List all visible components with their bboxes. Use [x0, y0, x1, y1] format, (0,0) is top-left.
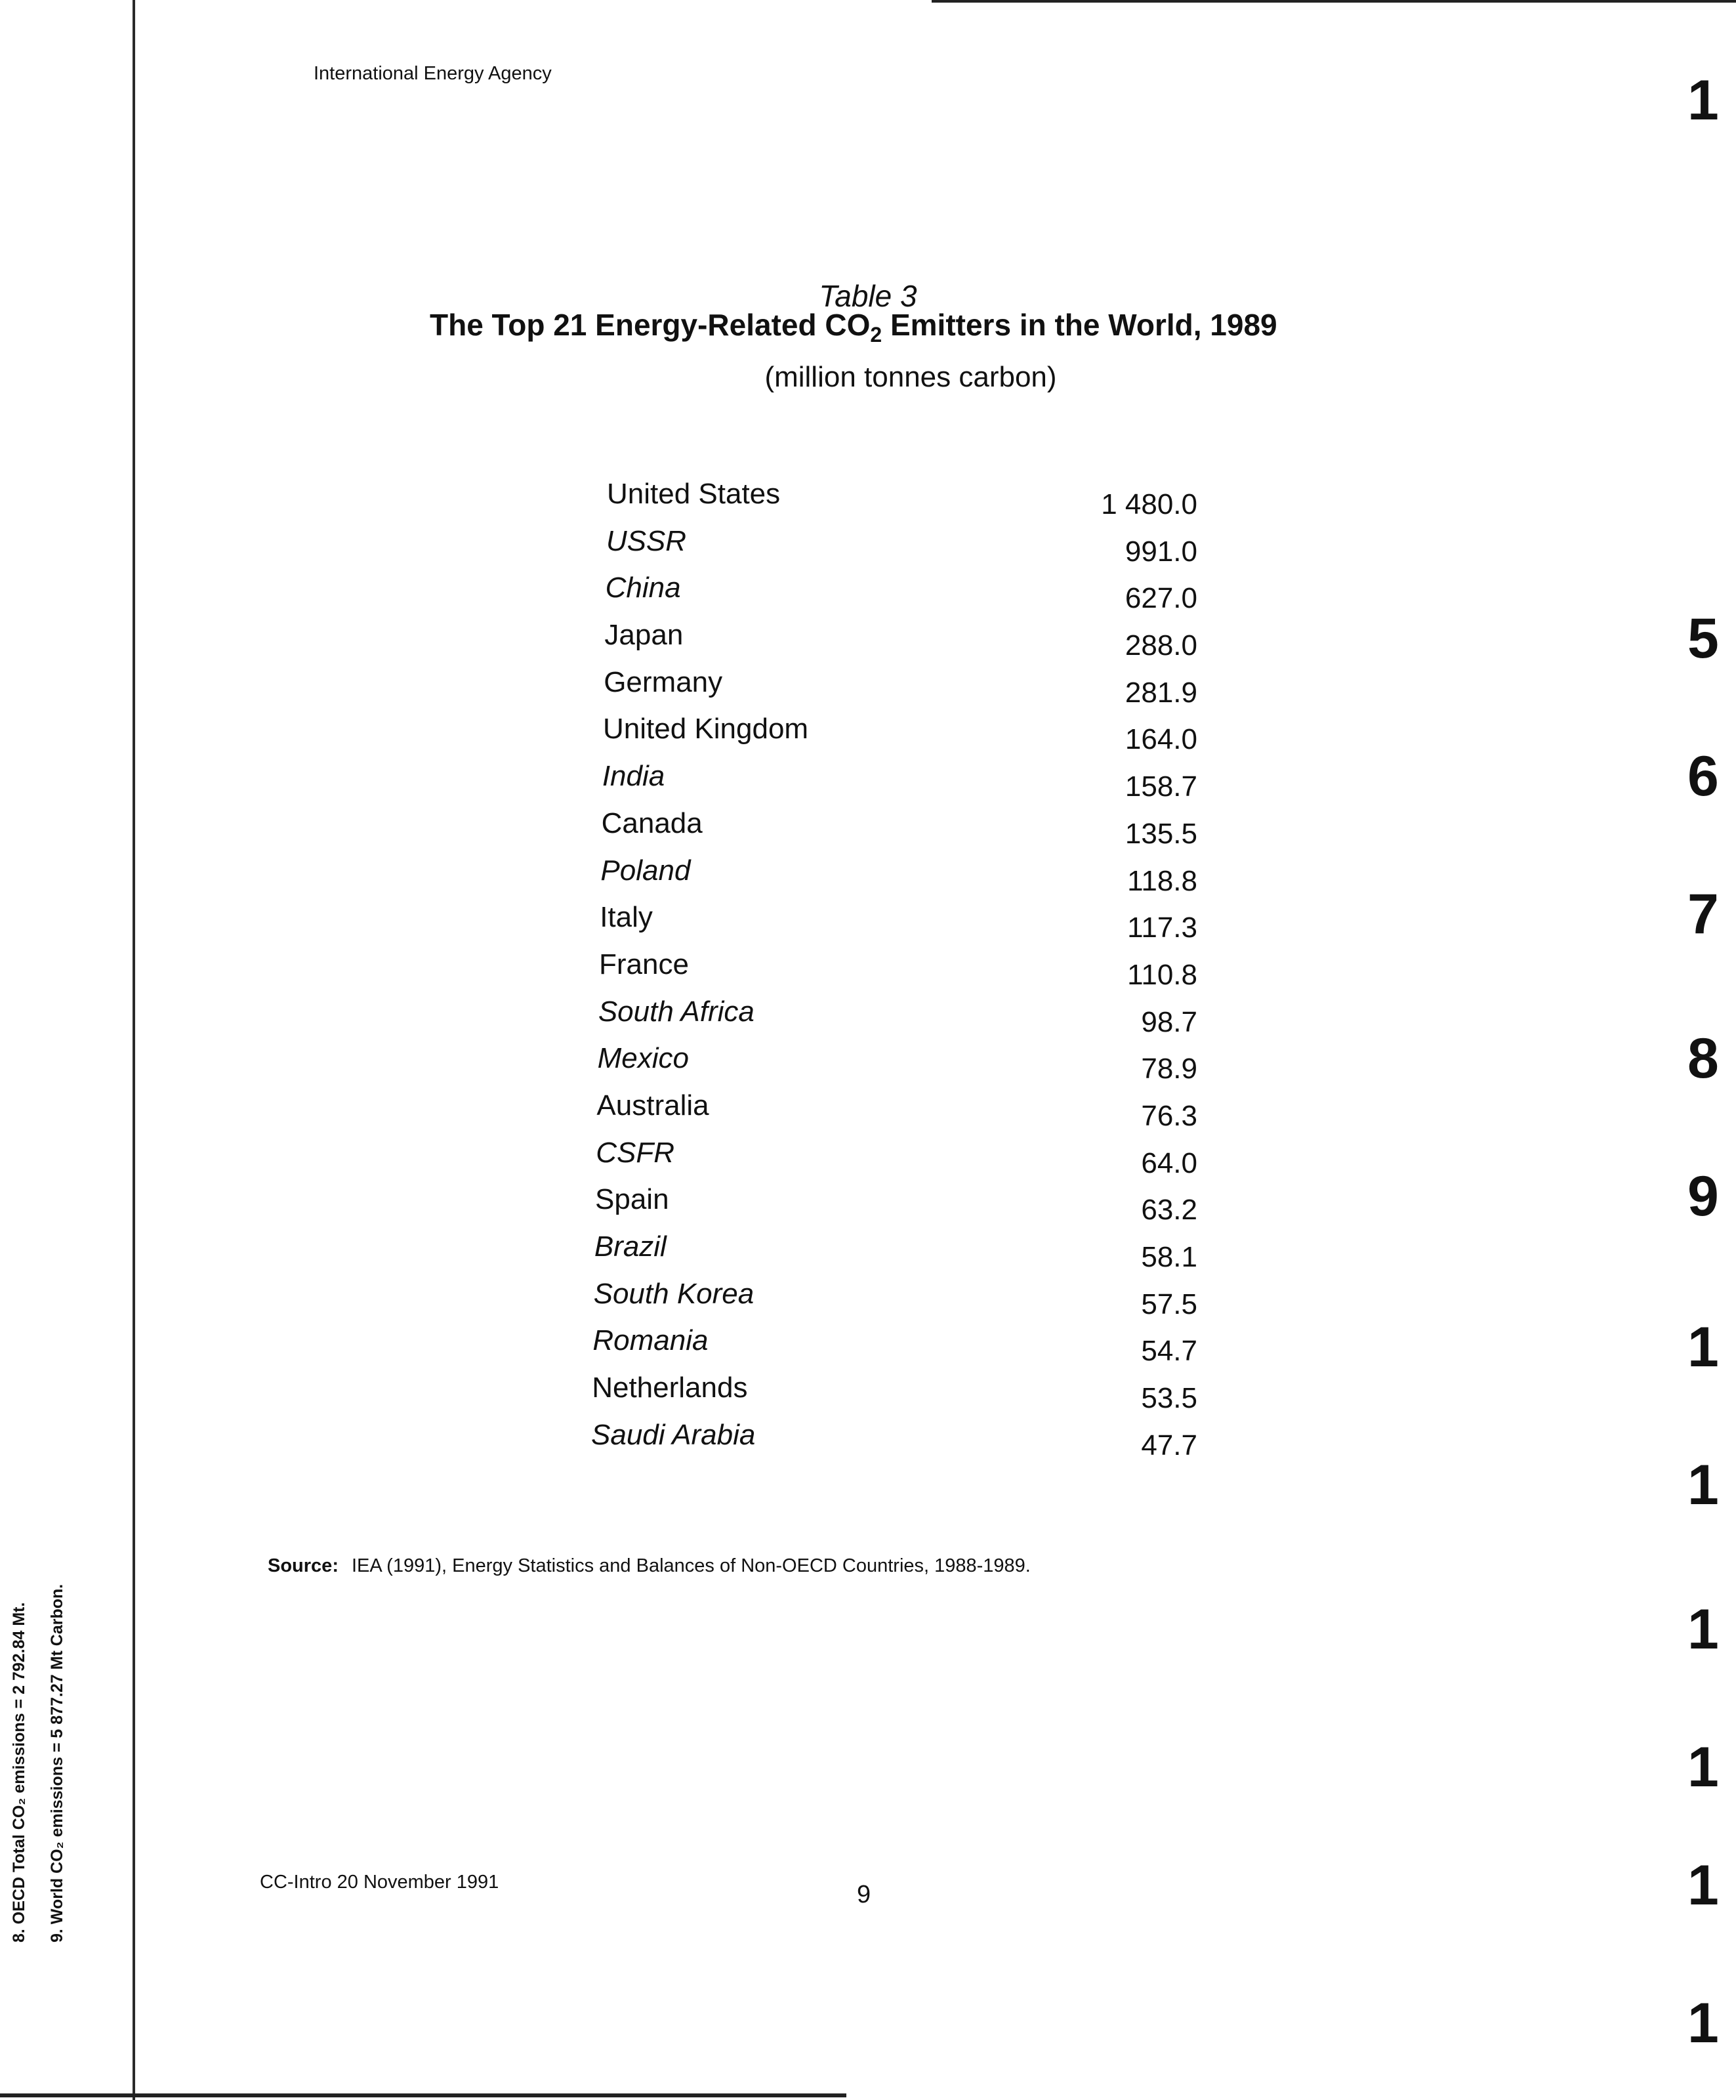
table-row — [596, 1137, 1197, 1184]
emission-value: 110.8 — [1127, 958, 1197, 991]
emission-value: 991.0 — [1125, 535, 1197, 568]
source-text: IEA (1991), Energy Statistics and Balances of Non-OECD Countries, 1988-1989. — [351, 1555, 1031, 1576]
right-edge-number: 1 — [1687, 1736, 1719, 1799]
emission-value: 54.7 — [1141, 1335, 1197, 1368]
country-name: South Africa — [598, 995, 754, 1028]
country-name: Italy — [600, 901, 653, 934]
country-name: Canada — [601, 807, 703, 839]
right-edge-number: 1 — [1687, 1316, 1719, 1379]
table-label: Table 3 — [819, 279, 917, 313]
table-row — [604, 619, 1197, 666]
source-note — [268, 1555, 1031, 1577]
table-row — [596, 1089, 1197, 1137]
table-row — [607, 478, 1197, 525]
emitters-table — [591, 478, 1197, 1465]
right-edge-number: 7 — [1687, 883, 1719, 946]
country-name: United Kingdom — [603, 713, 809, 746]
table-row — [592, 1324, 1197, 1372]
table-title-post: Emitters in the World, 1989 — [882, 308, 1277, 342]
emission-value: 98.7 — [1141, 1005, 1197, 1038]
emission-value: 78.9 — [1141, 1053, 1197, 1085]
country-name: Poland — [600, 854, 691, 887]
emission-value: 57.5 — [1141, 1288, 1197, 1320]
table-row — [599, 948, 1197, 996]
country-name: Saudi Arabia — [591, 1418, 756, 1451]
country-name: Australia — [596, 1089, 709, 1122]
emission-value: 58.1 — [1141, 1241, 1197, 1273]
country-name: Netherlands — [592, 1372, 748, 1404]
country-name: India — [602, 760, 665, 793]
left-margin-rule — [133, 0, 135, 2100]
right-edge-number: 1 — [1687, 69, 1719, 132]
right-edge-number: 1 — [1687, 1854, 1719, 1917]
table-row — [594, 1230, 1197, 1278]
emission-value: 164.0 — [1125, 723, 1197, 756]
table-row — [595, 1183, 1197, 1230]
country-name: Germany — [604, 665, 723, 698]
country-name: Japan — [604, 619, 684, 652]
table-title — [430, 307, 1277, 347]
table-row — [600, 901, 1197, 948]
emission-value: 281.9 — [1125, 676, 1197, 709]
country-name: Romania — [592, 1324, 709, 1357]
table-row — [602, 760, 1197, 807]
top-edge-rule — [932, 0, 1736, 3]
emission-value: 118.8 — [1127, 864, 1197, 897]
country-name: CSFR — [596, 1136, 674, 1169]
table-row — [600, 854, 1197, 902]
country-name: China — [605, 572, 681, 604]
margin-notes — [0, 1584, 76, 1942]
emission-value: 63.2 — [1141, 1194, 1197, 1227]
emission-value: 158.7 — [1125, 770, 1197, 803]
country-name: Brazil — [594, 1230, 667, 1263]
table-row — [594, 1278, 1197, 1325]
country-name: USSR — [606, 524, 687, 557]
right-edge-numbers — [1680, 0, 1736, 2100]
emission-value: 627.0 — [1125, 582, 1197, 615]
right-edge-number: 1 — [1687, 1992, 1719, 2055]
emission-value: 135.5 — [1125, 817, 1197, 850]
table-row — [592, 1372, 1197, 1419]
table-row — [598, 996, 1197, 1043]
bottom-edge-rule — [0, 2093, 846, 2097]
country-name: United States — [607, 478, 781, 510]
emission-value: 117.3 — [1127, 912, 1197, 944]
emission-value: 1 480.0 — [1101, 488, 1197, 520]
table-title-pre: The Top 21 Energy-Related CO — [430, 308, 871, 342]
emission-value: 47.7 — [1141, 1429, 1197, 1461]
emission-value: 64.0 — [1141, 1146, 1197, 1179]
table-row — [604, 666, 1197, 713]
table-row — [606, 525, 1197, 572]
table-row — [598, 1042, 1197, 1089]
margin-note-8: 8. OECD Total CO₂ emissions = 2 792.84 Mt. — [10, 1602, 28, 1942]
emission-value: 76.3 — [1141, 1099, 1197, 1132]
right-edge-number: 5 — [1687, 607, 1719, 670]
table-row — [603, 713, 1197, 760]
right-edge-number: 8 — [1687, 1027, 1719, 1090]
emission-value: 288.0 — [1125, 629, 1197, 662]
page-number: 9 — [857, 1881, 871, 1908]
table-row — [602, 807, 1197, 854]
emission-value: 53.5 — [1141, 1382, 1197, 1415]
right-edge-number: 1 — [1687, 1598, 1719, 1661]
table-row — [591, 1419, 1197, 1466]
country-name: Mexico — [597, 1042, 689, 1075]
table-row — [606, 572, 1197, 619]
country-name: France — [599, 948, 689, 980]
country-name: South Korea — [593, 1277, 754, 1310]
source-label: Source: — [268, 1555, 339, 1576]
document-reference: CC-Intro 20 November 1991 — [260, 1872, 499, 1893]
right-edge-number: 9 — [1687, 1165, 1719, 1228]
agency-header: International Energy Agency — [314, 63, 552, 84]
table-title-subscript: 2 — [870, 323, 882, 347]
table-unit: (million tonnes carbon) — [764, 361, 1057, 393]
right-edge-number: 6 — [1687, 745, 1719, 808]
margin-note-9: 9. World CO₂ emissions = 5 877.27 Mt Carbon. — [48, 1584, 66, 1942]
country-name: Spain — [595, 1183, 669, 1216]
right-edge-number: 1 — [1687, 1454, 1719, 1517]
